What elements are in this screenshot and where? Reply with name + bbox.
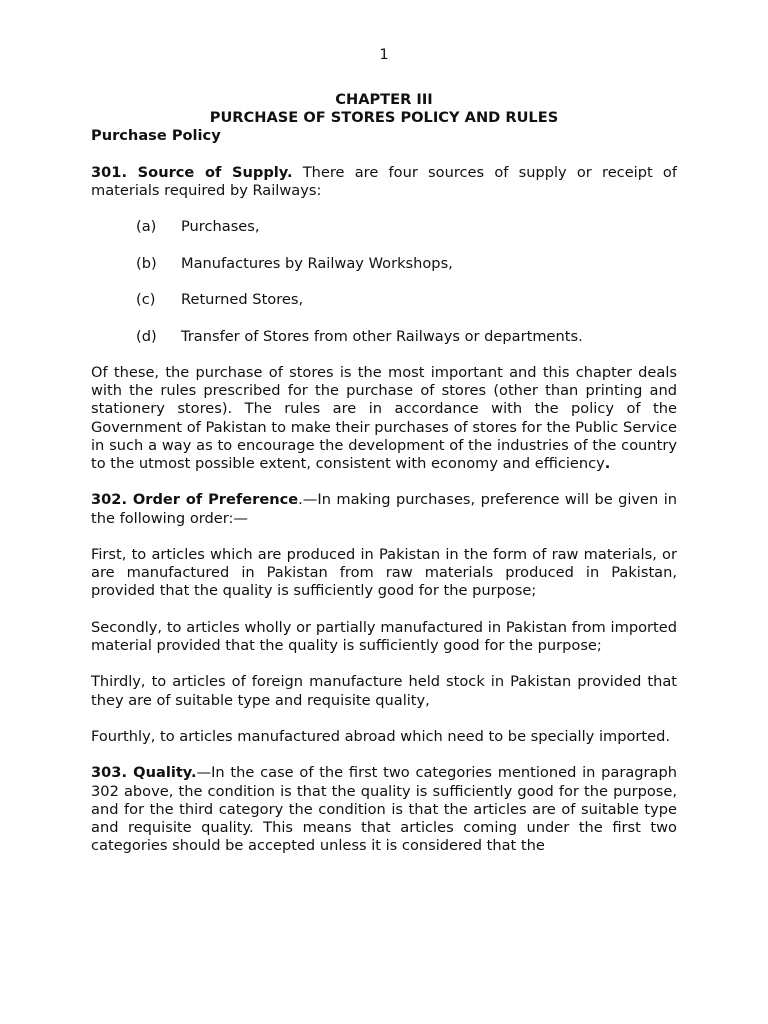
preference-third: Thirdly, to articles of foreign manufacture held stock in Pakistan provided that they are of suitable type and requisite quality, [91,673,677,709]
preference-second: Secondly, to articles wholly or partially manufactured in Pakistan from imported material provided that the quality is sufficiently good for the purpose; [91,618,677,654]
paragraph-303 [91,764,677,855]
list-marker: (b) [136,254,157,272]
list-item [91,255,677,273]
page-number: 1 [379,46,389,63]
paragraph-301-text: There are four sources of supply or receipt of materials required by Railways: [91,163,677,199]
paragraph-301 [91,164,677,200]
section-heading: Purchase Policy [91,127,221,145]
chapter-title: PURCHASE OF STORES POLICY AND RULES [209,109,559,127]
list-item [91,328,677,346]
list-marker: (a) [136,218,157,236]
list-text: Returned Stores, [181,291,304,309]
list-item [91,291,677,309]
paragraph-302 [91,491,677,527]
paragraph-301-body [91,364,677,473]
paragraph-302-title: 302. Order of Preference [91,491,299,509]
paragraph-301-body-text: Of these, the purchase of stores is the most important and this chapter deals with the rules prescribed for the purchase of stores (other than printing and stationery stores). The rules are in accordance with the policy of the Government of Pakistan to make their purchases of stores for the Public Service in such a way as to encourage the development of the industries of the country to the utmost possible extent, consistent with economy and efficiency [91,363,677,472]
list-item [91,218,677,236]
sources-list [91,218,677,345]
document-page [91,46,677,855]
list-text: Transfer of Stores from other Railways or departments. [181,327,583,345]
paragraph-303-title: 303. Quality. [91,764,197,782]
list-text: Purchases, [181,218,260,236]
paragraph-301-title: 301. Source of Supply. [91,163,293,181]
preference-first: First, to articles which are produced in Pakistan in the form of raw materials, or are manufactured in Pakistan from raw materials produced in Pakistan, provided that the quality is sufficiently good for the purpose; [91,545,677,600]
paragraph-302-text: .—In making purchases, preference will be given in the following order:— [91,491,677,527]
paragraph-301-body-end: . [604,454,611,472]
chapter-heading: CHAPTER III [335,91,433,108]
paragraph-303-text: —In the case of the first two categories mentioned in paragraph 302 above, the condition is that the quality is sufficiently good for the purpose, and for the third category the condition is that the articles are of suitable type and requisite quality. This means that articles coming under the first two categories should be accepted unless it is considered that the [91,764,677,855]
preference-fourth: Fourthly, to articles manufactured abroad which need to be specially imported. [91,727,671,745]
list-marker: (c) [136,291,156,309]
list-text: Manufactures by Railway Workshops, [181,254,453,272]
list-marker: (d) [136,327,157,345]
